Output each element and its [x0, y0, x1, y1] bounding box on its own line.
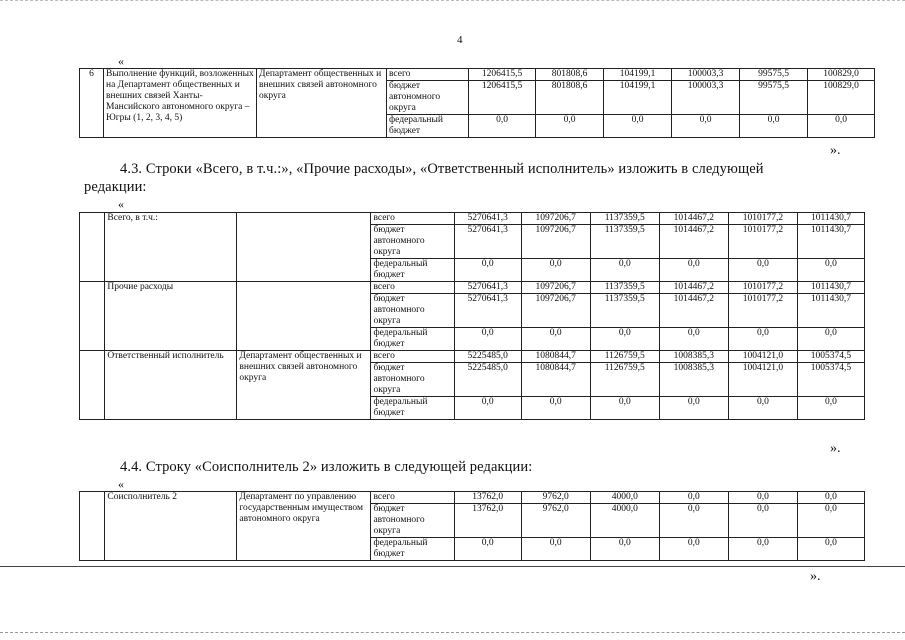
amount-cell: 0,0	[590, 538, 659, 561]
row-number	[80, 351, 105, 420]
row-number	[80, 492, 105, 561]
amount-cell: 0,0	[521, 397, 590, 420]
row-executor	[237, 213, 371, 282]
amount-cell: 1097206,7	[521, 213, 590, 225]
scan-top-edge	[0, 0, 905, 3]
funding-source-label: всего	[371, 282, 454, 294]
amount-cell: 5270641,3	[454, 282, 521, 294]
amount-cell: 0,0	[728, 328, 797, 351]
amount-cell: 0,0	[454, 328, 521, 351]
amount-cell: 13762,0	[454, 492, 521, 504]
funding-source-label: бюджет автономного округа	[387, 81, 469, 115]
amount-cell: 0,0	[797, 259, 864, 282]
table-row	[80, 351, 865, 363]
amount-cell: 1010177,2	[728, 225, 797, 259]
row-title: Ответственный исполнитель	[105, 351, 237, 420]
amount-cell: 1014467,2	[659, 282, 728, 294]
amount-cell: 1206415,5	[469, 81, 536, 115]
amount-cell: 0,0	[659, 328, 728, 351]
amount-cell: 0,0	[521, 328, 590, 351]
amount-cell: 0,0	[659, 538, 728, 561]
amount-cell: 1014467,2	[659, 213, 728, 225]
amount-cell: 9762,0	[521, 492, 590, 504]
amount-cell: 0,0	[521, 259, 590, 282]
row-executor: Департамент по управлению государственным имуществом автономного округа	[237, 492, 371, 561]
amount-cell: 0,0	[728, 504, 797, 538]
amount-cell: 1137359,5	[590, 282, 659, 294]
amount-cell: 0,0	[521, 538, 590, 561]
amount-cell: 99575,5	[740, 81, 808, 115]
amount-cell: 1097206,7	[521, 294, 590, 328]
amount-cell: 0,0	[797, 492, 864, 504]
amount-cell: 0,0	[454, 397, 521, 420]
amount-cell: 0,0	[797, 397, 864, 420]
scan-fold-line	[0, 566, 905, 567]
funding-source-label: федеральный бюджет	[371, 328, 454, 351]
amount-cell: 1010177,2	[728, 294, 797, 328]
amount-cell: 5225485,0	[454, 351, 521, 363]
open-quote: «	[118, 54, 124, 68]
amount-cell: 100829,0	[808, 69, 875, 81]
row-executor: Департамент общественных и внешних связей автономного округа	[237, 351, 371, 420]
amount-cell: 0,0	[659, 492, 728, 504]
amount-cell: 1011430,7	[797, 294, 864, 328]
amount-cell: 1005374,5	[797, 351, 864, 363]
funding-source-label: федеральный бюджет	[387, 115, 469, 138]
page-number: 4	[457, 34, 463, 46]
amount-cell: 0,0	[672, 115, 740, 138]
table-totals	[79, 212, 865, 420]
row-title: Соисполнитель 2	[105, 492, 237, 561]
paragraph-4-3-line-2: редакции:	[84, 179, 147, 195]
funding-source-label: федеральный бюджет	[371, 397, 454, 420]
amount-cell: 13762,0	[454, 504, 521, 538]
close-quote-2: ».	[830, 441, 841, 456]
amount-cell: 0,0	[590, 259, 659, 282]
funding-source-label: бюджет автономного округа	[371, 504, 454, 538]
amount-cell: 0,0	[590, 328, 659, 351]
amount-cell: 100003,3	[672, 69, 740, 81]
amount-cell: 1014467,2	[659, 294, 728, 328]
amount-cell: 1137359,5	[590, 294, 659, 328]
amount-cell: 0,0	[808, 115, 875, 138]
amount-cell: 0,0	[659, 504, 728, 538]
amount-cell: 1011430,7	[797, 225, 864, 259]
table-row	[80, 69, 875, 81]
amount-cell: 104199,1	[604, 81, 672, 115]
amount-cell: 4000,0	[590, 492, 659, 504]
amount-cell: 1097206,7	[521, 225, 590, 259]
amount-cell: 801808,6	[536, 69, 604, 81]
amount-cell: 0,0	[604, 115, 672, 138]
row-number	[80, 282, 105, 351]
amount-cell: 1008385,3	[659, 363, 728, 397]
amount-cell: 1004121,0	[728, 363, 797, 397]
row-title: Выполнение функций, возложенных на Департамент общественных и внешних связей Ханты-Мансийского автономного округа – Югры (1, 2, 3, 4, 5)	[104, 69, 257, 138]
amount-cell: 4000,0	[590, 504, 659, 538]
amount-cell: 0,0	[797, 504, 864, 538]
row-title: Прочие расходы	[105, 282, 237, 351]
amount-cell: 1080844,7	[521, 351, 590, 363]
funding-source-label: бюджет автономного округа	[371, 363, 454, 397]
amount-cell: 1004121,0	[728, 351, 797, 363]
amount-cell: 100003,3	[672, 81, 740, 115]
funding-source-label: всего	[371, 492, 454, 504]
funding-source-label: бюджет автономного округа	[371, 225, 454, 259]
table-coexecutor-2	[79, 491, 865, 561]
paragraph-4-3-line-1: 4.3. Строки «Всего, в т.ч.:», «Прочие расходы», «Ответственный исполнитель» изложить в следующей	[120, 161, 764, 177]
amount-cell: 5270641,3	[454, 225, 521, 259]
amount-cell: 1206415,5	[469, 69, 536, 81]
amount-cell: 9762,0	[521, 504, 590, 538]
table-program-row-6	[79, 68, 875, 138]
amount-cell: 0,0	[728, 259, 797, 282]
row-number	[80, 213, 105, 282]
row-executor	[237, 282, 371, 351]
amount-cell: 1080844,7	[521, 363, 590, 397]
amount-cell: 5225485,0	[454, 363, 521, 397]
funding-source-label: федеральный бюджет	[371, 538, 454, 561]
amount-cell: 1137359,5	[590, 225, 659, 259]
amount-cell: 0,0	[659, 397, 728, 420]
amount-cell: 0,0	[659, 259, 728, 282]
amount-cell: 1011430,7	[797, 213, 864, 225]
amount-cell: 1097206,7	[521, 282, 590, 294]
scan-bottom-edge	[0, 632, 905, 633]
amount-cell: 0,0	[728, 492, 797, 504]
close-quote-3: ».	[810, 569, 821, 584]
amount-cell: 0,0	[797, 538, 864, 561]
open-quote: «	[118, 477, 124, 491]
amount-cell: 0,0	[797, 328, 864, 351]
amount-cell: 801808,6	[536, 81, 604, 115]
amount-cell: 1008385,3	[659, 351, 728, 363]
row-executor: Департамент общественных и внешних связей автономного округа	[257, 69, 387, 138]
amount-cell: 0,0	[454, 538, 521, 561]
funding-source-label: бюджет автономного округа	[371, 294, 454, 328]
amount-cell: 99575,5	[740, 69, 808, 81]
amount-cell: 5270641,3	[454, 294, 521, 328]
amount-cell: 1011430,7	[797, 282, 864, 294]
amount-cell: 0,0	[469, 115, 536, 138]
row-title: Всего, в т.ч.:	[105, 213, 237, 282]
funding-source-label: всего	[371, 351, 454, 363]
amount-cell: 1010177,2	[728, 213, 797, 225]
funding-source-label: всего	[371, 213, 454, 225]
paragraph-4-4: 4.4. Строку «Соисполнитель 2» изложить в следующей редакции:	[120, 459, 533, 475]
amount-cell: 0,0	[728, 397, 797, 420]
amount-cell: 5270641,3	[454, 213, 521, 225]
row-number: 6	[80, 69, 104, 138]
amount-cell: 104199,1	[604, 69, 672, 81]
table-row	[80, 213, 865, 225]
amount-cell: 0,0	[740, 115, 808, 138]
amount-cell: 0,0	[728, 538, 797, 561]
amount-cell: 1005374,5	[797, 363, 864, 397]
funding-source-label: всего	[387, 69, 469, 81]
amount-cell: 0,0	[590, 397, 659, 420]
amount-cell: 1137359,5	[590, 213, 659, 225]
table-row	[80, 492, 865, 504]
amount-cell: 1126759,5	[590, 351, 659, 363]
amount-cell: 1010177,2	[728, 282, 797, 294]
amount-cell: 1014467,2	[659, 225, 728, 259]
close-quote-1: ».	[830, 143, 841, 158]
amount-cell: 0,0	[536, 115, 604, 138]
open-quote: «	[118, 197, 124, 211]
funding-source-label: федеральный бюджет	[371, 259, 454, 282]
amount-cell: 1126759,5	[590, 363, 659, 397]
table-row	[80, 282, 865, 294]
amount-cell: 0,0	[454, 259, 521, 282]
amount-cell: 100829,0	[808, 81, 875, 115]
